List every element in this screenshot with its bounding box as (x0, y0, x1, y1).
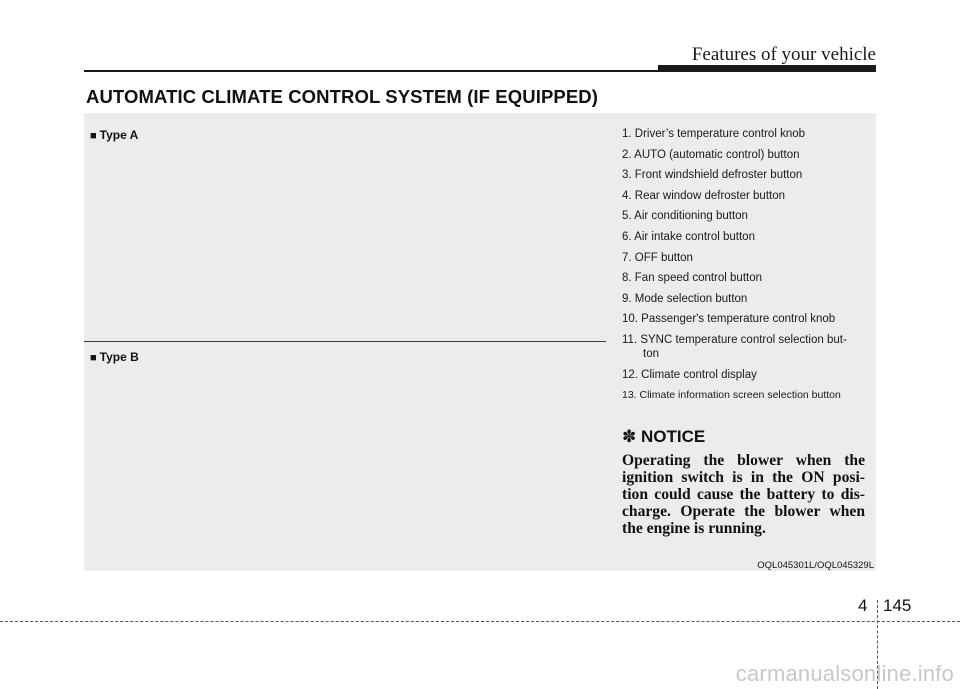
page-number: 145 (883, 596, 912, 615)
figure-divider (84, 341, 606, 342)
header-rule-accent (658, 65, 876, 72)
legend-item-line: 11. SYNC temperature control selection but- (622, 333, 847, 346)
type-b-figure (86, 370, 604, 560)
legend-item: 10. Passenger's temperature control knob (622, 313, 836, 326)
legend-item: 12. Climate control display (622, 368, 757, 381)
legend-item: 8. Fan speed control button (622, 272, 763, 285)
type-a-label (90, 128, 138, 142)
legend-item-continuation: ton (643, 347, 659, 360)
legend-item: 7. OFF button (622, 251, 693, 264)
section-title: AUTOMATIC CLIMATE CONTROL SYSTEM (IF EQUIPPED) (86, 86, 598, 107)
notice-body: Operating the blower when the ignition switch is in the ON posi- tion could cause the battery to dis- charge. Operate the blower when the engine is running. (622, 452, 865, 537)
control-legend-list (622, 127, 866, 409)
legend-item: 13. Climate information screen selection button (622, 389, 841, 402)
legend-item: 6. Air intake control button (622, 230, 755, 243)
notice-title: ✽ NOTICE (622, 427, 706, 446)
image-code: OQL045301L/OQL045329L (757, 560, 874, 571)
type-a-figure (86, 148, 604, 336)
legend-item: 4. Rear window defroster button (622, 189, 786, 202)
page-header-title: Features of your vehicle (691, 44, 876, 65)
type-b-label-text: Type B (99, 350, 139, 364)
legend-item (622, 333, 866, 361)
legend-item: 9. Mode selection button (622, 292, 748, 305)
legend-item: 5. Air conditioning button (622, 210, 748, 223)
chapter-number: 4 (858, 596, 868, 615)
type-b-label (90, 350, 139, 364)
footer-rule (0, 621, 960, 622)
square-bullet-icon: ■ (90, 352, 97, 364)
legend-item: 1. Driver’s temperature control knob (622, 128, 806, 140)
type-a-label-text: Type A (99, 128, 139, 142)
legend-item: 2. AUTO (automatic control) button (622, 148, 800, 161)
watermark-text: carmanualsonline.info (735, 661, 954, 686)
square-bullet-icon: ■ (90, 130, 97, 142)
legend-item: 3. Front windshield defroster button (622, 169, 803, 182)
